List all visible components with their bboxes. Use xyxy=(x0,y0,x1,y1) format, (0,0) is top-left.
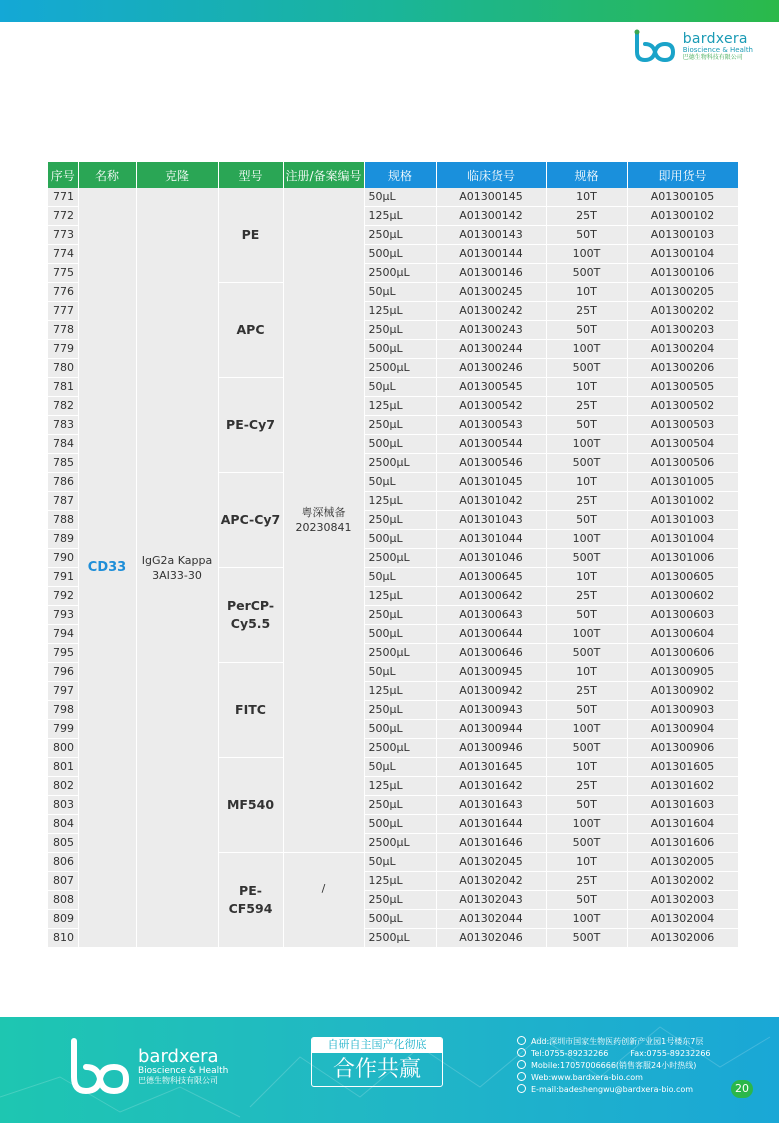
spec-cell: 10T xyxy=(546,378,627,397)
registration-cell: / xyxy=(283,853,364,948)
ready-number-cell: A01301004 xyxy=(627,530,738,549)
clone-line: 3AI33-30 xyxy=(152,568,202,582)
row-index: 779 xyxy=(48,340,78,359)
ready-number-cell: A01300104 xyxy=(627,245,738,264)
clinical-number-cell: A01301044 xyxy=(436,530,546,549)
page-number: 20 xyxy=(731,1080,753,1098)
size-cell: 2500μL xyxy=(364,264,436,283)
ready-number-cell: A01300204 xyxy=(627,340,738,359)
ready-number-cell: A01302003 xyxy=(627,891,738,910)
clinical-number-cell: A01300942 xyxy=(436,682,546,701)
table-row xyxy=(48,188,738,207)
spec-cell: 50T xyxy=(546,226,627,245)
row-index: 775 xyxy=(48,264,78,283)
size-cell: 50μL xyxy=(364,188,436,207)
type-line: PerCP- xyxy=(226,598,275,613)
ready-number-cell: A01300205 xyxy=(627,283,738,302)
address-line xyxy=(517,1036,711,1048)
col-header-size: 规格 xyxy=(364,162,436,188)
clinical-number-cell: A01300645 xyxy=(436,568,546,587)
spec-cell: 10T xyxy=(546,663,627,682)
size-cell: 250μL xyxy=(364,226,436,245)
size-cell: 125μL xyxy=(364,492,436,511)
spec-cell: 50T xyxy=(546,321,627,340)
web-line xyxy=(517,1072,711,1084)
clinical-number-cell: A01300646 xyxy=(436,644,546,663)
clinical-number-cell: A01301646 xyxy=(436,834,546,853)
spec-cell: 500T xyxy=(546,644,627,663)
type-line: APC-Cy7 xyxy=(220,512,281,527)
clinical-number-cell: A01300642 xyxy=(436,587,546,606)
mail-icon xyxy=(517,1084,526,1093)
ready-number-cell: A01300103 xyxy=(627,226,738,245)
ready-number-cell: A01301604 xyxy=(627,815,738,834)
brand-subtitle: Bioscience & Health xyxy=(682,45,753,54)
phone-icon xyxy=(517,1048,526,1057)
clinical-number-cell: A01302046 xyxy=(436,929,546,948)
clinical-number-cell: A01301042 xyxy=(436,492,546,511)
ready-number-cell: A01300606 xyxy=(627,644,738,663)
ready-number-cell: A01300602 xyxy=(627,587,738,606)
spec-cell: 10T xyxy=(546,283,627,302)
row-index: 795 xyxy=(48,644,78,663)
size-cell: 500μL xyxy=(364,340,436,359)
spec-cell: 100T xyxy=(546,530,627,549)
clinical-number-cell: A01300243 xyxy=(436,321,546,340)
row-index: 789 xyxy=(48,530,78,549)
row-index: 788 xyxy=(48,511,78,530)
clinical-number-cell: A01302042 xyxy=(436,872,546,891)
row-index: 798 xyxy=(48,701,78,720)
product-table xyxy=(48,162,739,948)
row-index: 809 xyxy=(48,910,78,929)
size-cell: 500μL xyxy=(364,435,436,454)
row-index: 784 xyxy=(48,435,78,454)
col-header-ready-number: 即用货号 xyxy=(627,162,738,188)
row-index: 804 xyxy=(48,815,78,834)
row-index: 781 xyxy=(48,378,78,397)
clinical-number-cell: A01300946 xyxy=(436,739,546,758)
ready-number-cell: A01301603 xyxy=(627,796,738,815)
size-cell: 125μL xyxy=(364,682,436,701)
ready-number-cell: A01300905 xyxy=(627,663,738,682)
type-line: FITC xyxy=(235,702,266,717)
row-index: 794 xyxy=(48,625,78,644)
spec-cell: 25T xyxy=(546,777,627,796)
row-index: 796 xyxy=(48,663,78,682)
clinical-number-cell: A01300142 xyxy=(436,207,546,226)
ready-number-cell: A01300206 xyxy=(627,359,738,378)
email-line xyxy=(517,1084,711,1096)
clinical-number-cell: A01300543 xyxy=(436,416,546,435)
type-cell xyxy=(218,378,283,473)
slogan-box xyxy=(311,1037,443,1087)
size-cell: 125μL xyxy=(364,397,436,416)
spec-cell: 50T xyxy=(546,511,627,530)
clinical-number-cell: A01300245 xyxy=(436,283,546,302)
row-index: 780 xyxy=(48,359,78,378)
size-cell: 500μL xyxy=(364,720,436,739)
ready-number-cell: A01302006 xyxy=(627,929,738,948)
location-icon xyxy=(517,1036,526,1045)
web-text[interactable]: Web:www.bardxera-bio.com xyxy=(531,1073,643,1082)
ready-number-cell: A01302004 xyxy=(627,910,738,929)
clinical-number-cell: A01300945 xyxy=(436,663,546,682)
ready-number-cell: A01301002 xyxy=(627,492,738,511)
ready-number-cell: A01300503 xyxy=(627,416,738,435)
spec-cell: 50T xyxy=(546,796,627,815)
clinical-number-cell: A01300242 xyxy=(436,302,546,321)
clinical-number-cell: A01300643 xyxy=(436,606,546,625)
fax-text: Fax:0755-89232266 xyxy=(630,1049,711,1058)
row-index: 801 xyxy=(48,758,78,777)
row-index: 772 xyxy=(48,207,78,226)
spec-cell: 25T xyxy=(546,872,627,891)
row-index: 783 xyxy=(48,416,78,435)
slogan-top: 自研自主国产化彻底 xyxy=(312,1037,442,1053)
row-index: 793 xyxy=(48,606,78,625)
tel-text: Tel:0755-89232266 xyxy=(531,1049,609,1058)
brand-logo-icon xyxy=(633,28,677,64)
size-cell: 2500μL xyxy=(364,549,436,568)
spec-cell: 100T xyxy=(546,910,627,929)
ready-number-cell: A01300604 xyxy=(627,625,738,644)
spec-cell: 25T xyxy=(546,492,627,511)
spec-cell: 500T xyxy=(546,264,627,283)
clinical-number-cell: A01300943 xyxy=(436,701,546,720)
table-header-row xyxy=(48,162,738,188)
footer-brand-chinese-name: 巴德生物科技有限公司 xyxy=(138,1076,218,1085)
row-index: 805 xyxy=(48,834,78,853)
ready-number-cell: A01301005 xyxy=(627,473,738,492)
row-index: 773 xyxy=(48,226,78,245)
size-cell: 500μL xyxy=(364,910,436,929)
address-text: Add:深圳市国家生物医药创新产业园1号楼东7层 xyxy=(531,1037,704,1046)
clinical-number-cell: A01300944 xyxy=(436,720,546,739)
size-cell: 2500μL xyxy=(364,454,436,473)
clinical-number-cell: A01300542 xyxy=(436,397,546,416)
type-line: PE-CF594 xyxy=(228,883,273,916)
clinical-number-cell: A01301643 xyxy=(436,796,546,815)
size-cell: 250μL xyxy=(364,321,436,340)
spec-cell: 500T xyxy=(546,834,627,853)
spec-cell: 10T xyxy=(546,473,627,492)
size-cell: 250μL xyxy=(364,511,436,530)
spec-cell: 10T xyxy=(546,568,627,587)
spec-cell: 25T xyxy=(546,302,627,321)
ready-number-cell: A01300603 xyxy=(627,606,738,625)
spec-cell: 10T xyxy=(546,853,627,872)
col-header-name: 名称 xyxy=(78,162,136,188)
clinical-number-cell: A01301046 xyxy=(436,549,546,568)
spec-cell: 25T xyxy=(546,682,627,701)
ready-number-cell: A01300202 xyxy=(627,302,738,321)
col-header-clinical-number: 临床货号 xyxy=(436,162,546,188)
clinical-number-cell: A01300244 xyxy=(436,340,546,359)
mobile-line xyxy=(517,1060,711,1072)
size-cell: 50μL xyxy=(364,378,436,397)
clinical-number-cell: A01300545 xyxy=(436,378,546,397)
row-index: 785 xyxy=(48,454,78,473)
type-line: MF540 xyxy=(226,797,275,812)
row-index: 806 xyxy=(48,853,78,872)
brand-chinese-name: 巴德生物科技有限公司 xyxy=(682,53,743,61)
size-cell: 2500μL xyxy=(364,834,436,853)
size-cell: 125μL xyxy=(364,777,436,796)
row-index: 792 xyxy=(48,587,78,606)
size-cell: 125μL xyxy=(364,872,436,891)
size-cell: 125μL xyxy=(364,302,436,321)
row-index: 786 xyxy=(48,473,78,492)
type-line: PE xyxy=(241,227,260,242)
footer-banner xyxy=(0,1017,779,1123)
clinical-number-cell: A01300144 xyxy=(436,245,546,264)
globe-icon xyxy=(517,1072,526,1081)
mobile-text: Mobile:17057006666(销售客服24小时热线) xyxy=(531,1061,697,1070)
clinical-number-cell: A01301045 xyxy=(436,473,546,492)
size-cell: 2500μL xyxy=(364,739,436,758)
clinical-number-cell: A01300644 xyxy=(436,625,546,644)
ready-number-cell: A01300203 xyxy=(627,321,738,340)
clinical-number-cell: A01300146 xyxy=(436,264,546,283)
clone-cell xyxy=(136,188,218,948)
ready-number-cell: A01300903 xyxy=(627,701,738,720)
row-index: 778 xyxy=(48,321,78,340)
size-cell: 50μL xyxy=(364,853,436,872)
spec-cell: 100T xyxy=(546,435,627,454)
ready-number-cell: A01302005 xyxy=(627,853,738,872)
clinical-number-cell: A01301644 xyxy=(436,815,546,834)
type-cell xyxy=(218,568,283,663)
ready-number-cell: A01300106 xyxy=(627,264,738,283)
ready-number-cell: A01300902 xyxy=(627,682,738,701)
spec-cell: 25T xyxy=(546,397,627,416)
product-name: CD33 xyxy=(78,188,136,948)
size-cell: 125μL xyxy=(364,587,436,606)
size-cell: 250μL xyxy=(364,606,436,625)
ready-number-cell: A01301003 xyxy=(627,511,738,530)
type-line: APC xyxy=(236,322,265,337)
row-index: 807 xyxy=(48,872,78,891)
size-cell: 2500μL xyxy=(364,644,436,663)
clinical-number-cell: A01300546 xyxy=(436,454,546,473)
size-cell: 250μL xyxy=(364,796,436,815)
ready-number-cell: A01300904 xyxy=(627,720,738,739)
registration-line: 粤深械备 xyxy=(301,506,346,519)
clinical-number-cell: A01301043 xyxy=(436,511,546,530)
row-index: 787 xyxy=(48,492,78,511)
brand-name: bardxera xyxy=(682,30,748,47)
type-cell xyxy=(218,473,283,568)
size-cell: 50μL xyxy=(364,758,436,777)
size-cell: 50μL xyxy=(364,568,436,587)
row-index: 791 xyxy=(48,568,78,587)
size-cell: 50μL xyxy=(364,283,436,302)
size-cell: 2500μL xyxy=(364,359,436,378)
ready-number-cell: A01301606 xyxy=(627,834,738,853)
clinical-number-cell: A01300544 xyxy=(436,435,546,454)
ready-number-cell: A01301605 xyxy=(627,758,738,777)
spec-cell: 100T xyxy=(546,625,627,644)
size-cell: 500μL xyxy=(364,625,436,644)
row-index: 776 xyxy=(48,283,78,302)
size-cell: 50μL xyxy=(364,663,436,682)
type-cell xyxy=(218,853,283,948)
ready-number-cell: A01300105 xyxy=(627,188,738,207)
ready-number-cell: A01300502 xyxy=(627,397,738,416)
spec-cell: 10T xyxy=(546,188,627,207)
footer-brand-name: bardxera xyxy=(138,1046,219,1067)
size-cell: 125μL xyxy=(364,207,436,226)
clinical-number-cell: A01302045 xyxy=(436,853,546,872)
size-cell: 250μL xyxy=(364,891,436,910)
type-line: PE-Cy7 xyxy=(226,417,275,432)
size-cell: 250μL xyxy=(364,416,436,435)
brand-logo-icon xyxy=(68,1037,132,1097)
ready-number-cell: A01300102 xyxy=(627,207,738,226)
row-index: 802 xyxy=(48,777,78,796)
spec-cell: 500T xyxy=(546,359,627,378)
row-index: 800 xyxy=(48,739,78,758)
type-line: Cy5.5 xyxy=(230,616,271,631)
mobile-icon xyxy=(517,1060,526,1069)
clinical-number-cell: A01302044 xyxy=(436,910,546,929)
col-header-type: 型号 xyxy=(218,162,283,188)
size-cell: 250μL xyxy=(364,701,436,720)
spec-cell: 50T xyxy=(546,606,627,625)
row-index: 803 xyxy=(48,796,78,815)
header-logo xyxy=(633,28,753,64)
slogan-main: 合作共赢 xyxy=(332,1057,421,1082)
ready-number-cell: A01302002 xyxy=(627,872,738,891)
col-header-registration: 注册/备案编号 xyxy=(283,162,364,188)
spec-cell: 100T xyxy=(546,340,627,359)
spec-cell: 500T xyxy=(546,454,627,473)
registration-cell xyxy=(283,188,364,853)
row-index: 797 xyxy=(48,682,78,701)
spec-cell: 25T xyxy=(546,207,627,226)
col-header-spec: 规格 xyxy=(546,162,627,188)
ready-number-cell: A01300505 xyxy=(627,378,738,397)
footer-brand-subtitle: Bioscience & Health xyxy=(138,1066,229,1076)
clinical-number-cell: A01302043 xyxy=(436,891,546,910)
size-cell: 500μL xyxy=(364,245,436,264)
ready-number-cell: A01300906 xyxy=(627,739,738,758)
phone-line xyxy=(517,1048,711,1060)
clinical-number-cell: A01300143 xyxy=(436,226,546,245)
type-cell xyxy=(218,188,283,283)
row-index: 777 xyxy=(48,302,78,321)
row-index: 771 xyxy=(48,188,78,207)
spec-cell: 100T xyxy=(546,815,627,834)
clinical-number-cell: A01300246 xyxy=(436,359,546,378)
clinical-number-cell: A01301645 xyxy=(436,758,546,777)
spec-cell: 100T xyxy=(546,245,627,264)
size-cell: 50μL xyxy=(364,473,436,492)
ready-number-cell: A01301006 xyxy=(627,549,738,568)
type-cell xyxy=(218,663,283,758)
row-index: 808 xyxy=(48,891,78,910)
contact-info xyxy=(517,1036,711,1096)
spec-cell: 25T xyxy=(546,587,627,606)
ready-number-cell: A01301602 xyxy=(627,777,738,796)
size-cell: 500μL xyxy=(364,530,436,549)
ready-number-cell: A01300504 xyxy=(627,435,738,454)
size-cell: 500μL xyxy=(364,815,436,834)
row-index: 782 xyxy=(48,397,78,416)
col-header-index: 序号 xyxy=(48,162,78,188)
ready-number-cell: A01300506 xyxy=(627,454,738,473)
spec-cell: 500T xyxy=(546,739,627,758)
row-index: 774 xyxy=(48,245,78,264)
row-index: 799 xyxy=(48,720,78,739)
size-cell: 2500μL xyxy=(364,929,436,948)
spec-cell: 50T xyxy=(546,701,627,720)
footer-logo xyxy=(68,1037,228,1097)
email-text[interactable]: E-mail:badeshengwu@bardxera-bio.com xyxy=(531,1085,694,1094)
ready-number-cell: A01300605 xyxy=(627,568,738,587)
spec-cell: 50T xyxy=(546,416,627,435)
spec-cell: 10T xyxy=(546,758,627,777)
spec-cell: 50T xyxy=(546,891,627,910)
clone-line: IgG2a Kappa xyxy=(141,553,213,567)
registration-line: 20230841 xyxy=(295,521,352,534)
spec-cell: 100T xyxy=(546,720,627,739)
table-body xyxy=(48,188,738,948)
row-index: 810 xyxy=(48,929,78,948)
spec-cell: 500T xyxy=(546,549,627,568)
top-banner xyxy=(0,0,779,22)
type-cell xyxy=(218,283,283,378)
col-header-clone: 克隆 xyxy=(136,162,218,188)
row-index: 790 xyxy=(48,549,78,568)
clinical-number-cell: A01301642 xyxy=(436,777,546,796)
clinical-number-cell: A01300145 xyxy=(436,188,546,207)
spec-cell: 500T xyxy=(546,929,627,948)
type-cell xyxy=(218,758,283,853)
